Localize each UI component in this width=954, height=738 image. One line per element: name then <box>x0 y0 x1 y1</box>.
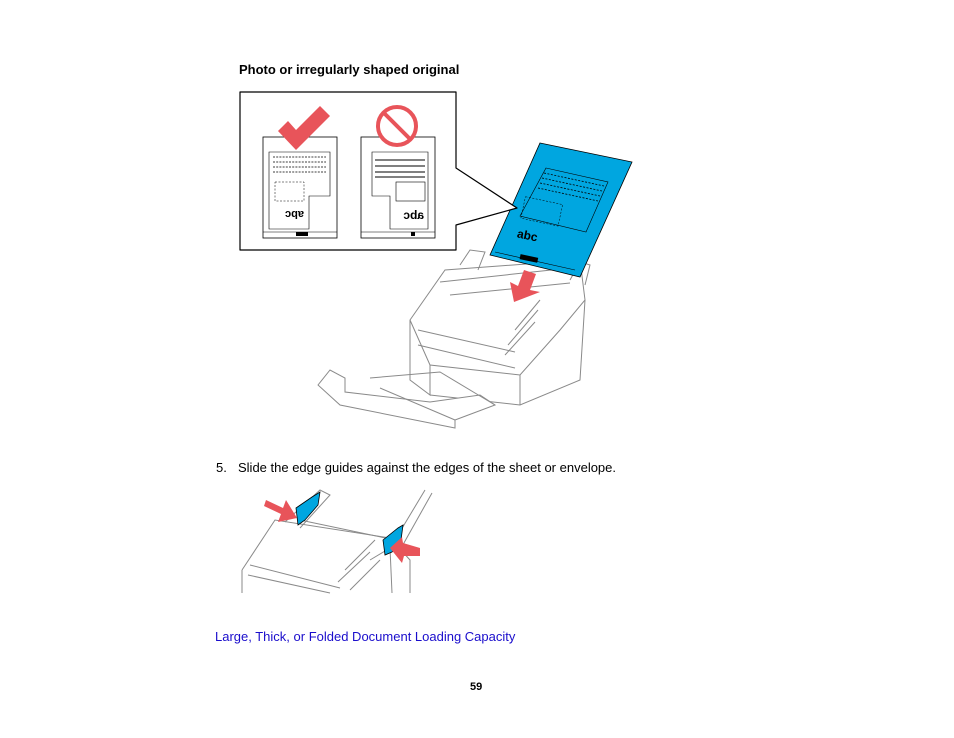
step-text: Slide the edge guides against the edges of the sheet or envelope. <box>238 460 617 475</box>
arrow-left-guide <box>264 500 297 522</box>
carrier-incorrect-text: abc <box>403 208 424 222</box>
carrier-correct-text: abc <box>285 208 304 220</box>
edge-guide-left <box>296 492 320 525</box>
section-heading: Photo or irregularly shaped original <box>239 62 460 77</box>
page-number: 59 <box>470 681 483 693</box>
step-number: 5. <box>216 460 227 475</box>
carrier-text: abc <box>515 226 539 245</box>
related-topic-link[interactable]: Large, Thick, or Folded Document Loading Capacity <box>215 629 516 644</box>
